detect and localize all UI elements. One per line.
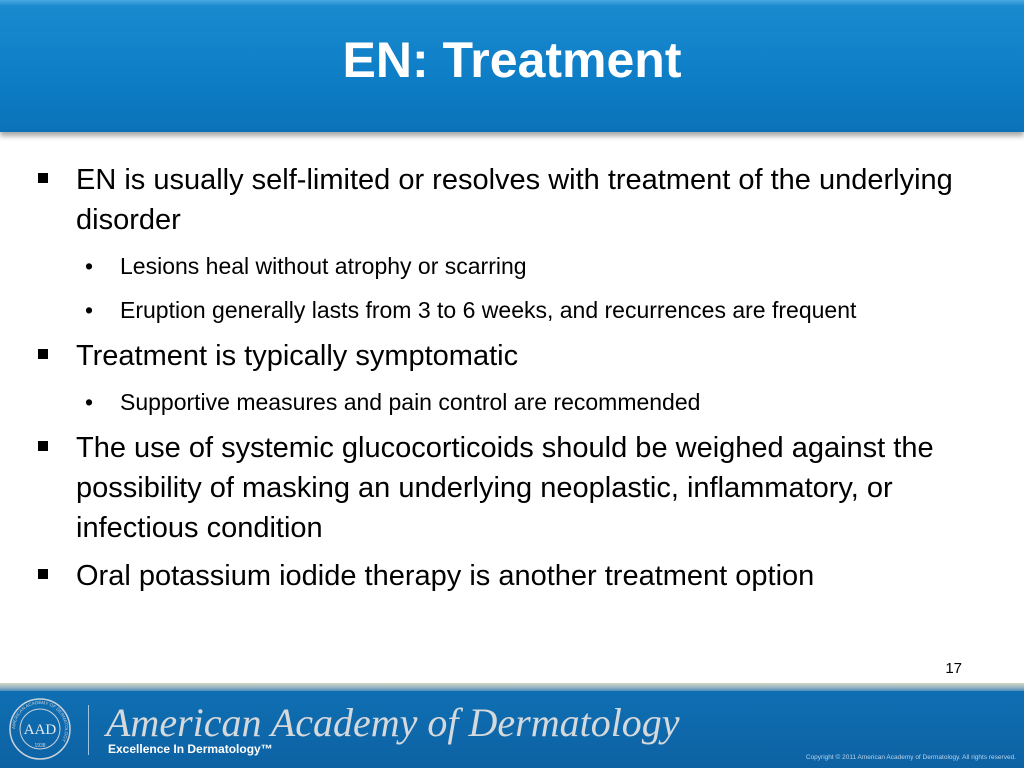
bullet-item bbox=[0, 336, 1024, 376]
sub-bullet-item bbox=[0, 248, 1024, 284]
bullet-item bbox=[0, 160, 1024, 240]
title-bar-highlight bbox=[0, 0, 1024, 6]
bullet-text: Oral potassium iodide therapy is another treatment option bbox=[76, 560, 815, 592]
square-bullet-icon bbox=[38, 441, 48, 451]
slide-title: EN: Treatment bbox=[342, 32, 682, 88]
dot-bullet-icon: • bbox=[85, 389, 94, 415]
footer-bar bbox=[0, 691, 1024, 768]
bullet-text: Treatment is typically symptomatic bbox=[76, 340, 519, 372]
bullet-text: EN is usually self-limited or resolves with treatment of the underlying disorder bbox=[76, 164, 953, 236]
square-bullet-icon bbox=[38, 569, 48, 579]
bullet-list bbox=[0, 160, 1024, 604]
square-bullet-icon bbox=[38, 349, 48, 359]
footer-divider bbox=[88, 705, 89, 755]
organization-name: American Academy of Dermatology bbox=[106, 700, 680, 745]
organization-tagline: Excellence In Dermatology™ bbox=[108, 742, 273, 756]
sub-bullet-text: Lesions heal without atrophy or scarring bbox=[120, 253, 527, 279]
bullet-item bbox=[0, 428, 1024, 548]
dot-bullet-icon: • bbox=[85, 297, 94, 323]
title-bar bbox=[0, 0, 1024, 132]
footer-accent-band bbox=[0, 683, 1024, 691]
seal-initials: AAD bbox=[23, 722, 57, 738]
bullet-text: The use of systemic glucocorticoids should be weighed against the possibility of masking an underlying neoplastic, inflammatory, or infectious condition bbox=[76, 432, 934, 544]
sub-bullet-text: Eruption generally lasts from 3 to 6 weeks, and recurrences are frequent bbox=[120, 297, 857, 323]
sub-bullet-text: Supportive measures and pain control are recommended bbox=[120, 389, 701, 415]
copyright-notice: Copyright © 2011 American Academy of Dermatology. All rights reserved. bbox=[805, 754, 1016, 761]
seal-ring-text: AMERICAN ACADEMY OF DERMATOLOGY bbox=[10, 699, 70, 743]
aad-seal-logo-icon bbox=[8, 697, 72, 761]
square-bullet-icon bbox=[38, 173, 48, 183]
sub-bullet-item bbox=[0, 384, 1024, 420]
slide-number: 17 bbox=[945, 660, 962, 677]
seal-year: 1938 bbox=[34, 743, 46, 749]
bullet-item bbox=[0, 556, 1024, 596]
dot-bullet-icon: • bbox=[85, 253, 94, 279]
sub-bullet-item bbox=[0, 292, 1024, 328]
